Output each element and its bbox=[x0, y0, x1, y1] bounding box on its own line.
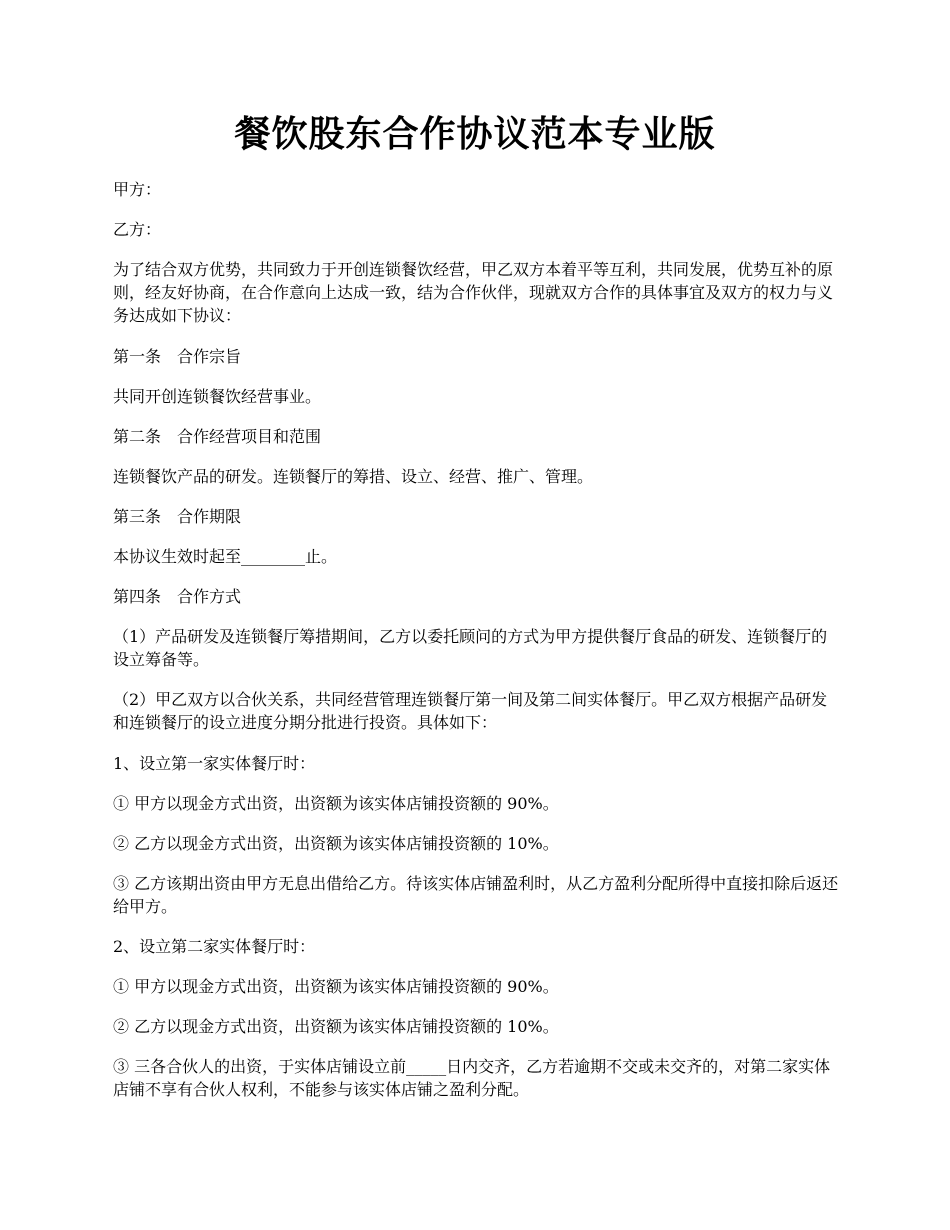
document-title: 餐饮股东合作协议范本专业版 bbox=[234, 114, 716, 155]
document-body bbox=[113, 178, 843, 1119]
party-a-line: 甲方： bbox=[113, 180, 162, 199]
article-3-heading: 第三条 合作期限 bbox=[113, 506, 242, 526]
article-4-item-1: （1）产品研发及连锁餐厅筹措期间，乙方以委托顾问的方式为甲方提供餐厅食品的研发、连锁餐厅的设立筹备等。 bbox=[113, 626, 828, 669]
second-restaurant-clause-3: ③ 三各合伙人的出资，于实体店铺设立前_____日内交齐，乙方若逾期不交或未交齐的，对第二家实体店铺不享有合伙人权利，不能参与该实体店铺之盈利分配。 bbox=[113, 1057, 831, 1099]
second-restaurant-heading: 2、设立第二家实体餐厅时： bbox=[113, 937, 316, 956]
article-1-heading: 第一条 合作宗旨 bbox=[113, 346, 242, 366]
article-4-item-2: （2）甲乙双方以合伙关系，共同经营管理连锁餐厅第一间及第二间实体餐厅。甲乙双方根据产品研发和连锁餐厅的设立进度分期分批进行投资。具体如下： bbox=[113, 690, 828, 732]
preamble-paragraph: 为了结合双方优势，共同致力于开创连锁餐饮经营，甲乙双方本着平等互利，共同发展，优势互补的原则，经友好协商，在合作意向上达成一致，结为合作伙伴，现就双方合作的具体事宜及双方的权力与义务达成如下协议： bbox=[113, 260, 834, 325]
second-restaurant-clause-1: ① 甲方以现金方式出资，出资额为该实体店铺投资额的 90%。 bbox=[113, 977, 559, 996]
second-restaurant-clause-2: ② 乙方以现金方式出资，出资额为该实体店铺投资额的 10%。 bbox=[113, 1017, 559, 1036]
first-restaurant-heading: 1、设立第一家实体餐厅时： bbox=[113, 753, 316, 773]
article-1-text: 共同开创连锁餐饮经营事业。 bbox=[113, 386, 322, 406]
first-restaurant-clause-3: ③ 乙方该期出资由甲方无息出借给乙方。待该实体店铺盈利时，从乙方盈利分配所得中直接扣除后返还给甲方。 bbox=[113, 873, 839, 916]
article-3-text: 本协议生效时起至________止。 bbox=[113, 546, 338, 566]
article-4-heading: 第四条 合作方式 bbox=[113, 586, 242, 606]
article-2-text: 连锁餐饮产品的研发。连锁餐厅的筹措、设立、经营、推广、管理。 bbox=[113, 466, 594, 486]
party-b-line: 乙方： bbox=[113, 220, 162, 239]
first-restaurant-clause-1: ① 甲方以现金方式出资，出资额为该实体店铺投资额的 90%。 bbox=[113, 793, 559, 813]
first-restaurant-clause-2: ② 乙方以现金方式出资，出资额为该实体店铺投资额的 10%。 bbox=[113, 833, 559, 853]
article-2-heading: 第二条 合作经营项目和范围 bbox=[113, 426, 322, 446]
